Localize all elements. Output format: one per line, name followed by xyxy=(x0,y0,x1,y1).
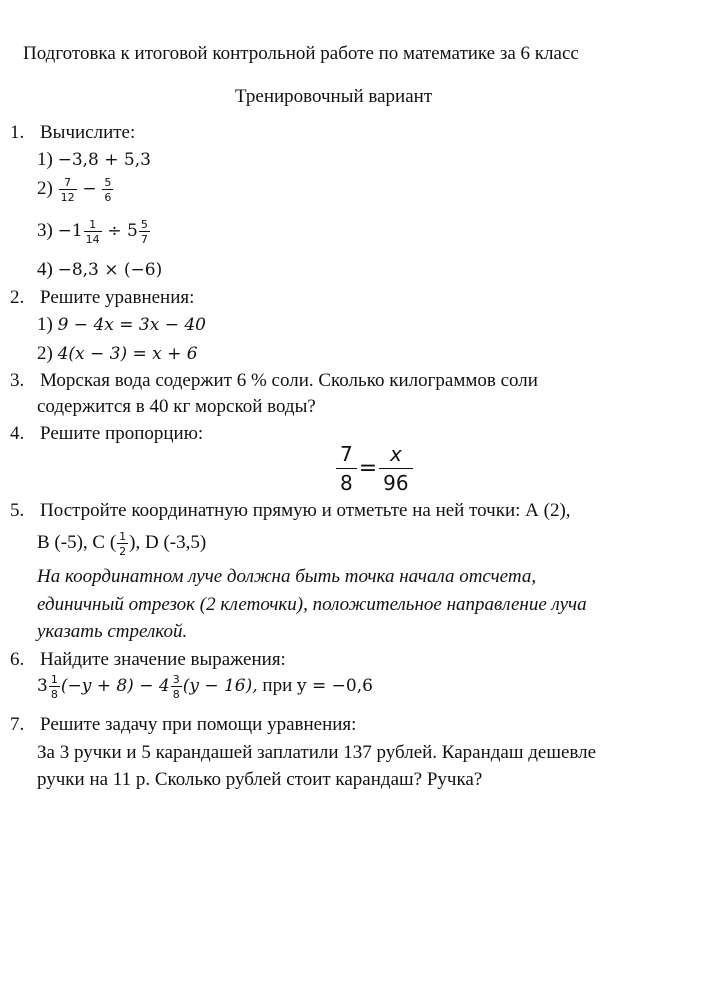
q6-expression: 3 $\frac{1}{8}$ (−y + 8) − 4 $\frac{3}{8}$ (y − 16), при y = −0,6 xyxy=(37,672,373,701)
q1-item-1 xyxy=(37,147,151,173)
fraction: $\frac{5}{7}$ xyxy=(140,217,148,246)
question-text: Найдите значение выражения: xyxy=(40,649,286,670)
variant-subtitle: Тренировочный вариант xyxy=(235,86,433,107)
item-label: 2) xyxy=(37,343,53,364)
question-3-cont: содержится в 40 кг морской воды? xyxy=(37,396,316,417)
question-1 xyxy=(10,120,135,146)
question-3 xyxy=(10,368,538,394)
question-text: Решите уравнения: xyxy=(40,287,195,308)
question-number: 1. xyxy=(10,122,25,143)
note-line-3: указать стрелкой. xyxy=(37,621,188,642)
fraction: $\frac{1}{2}$ xyxy=(119,529,127,558)
equation: 9 − 4x = 3x − 40 xyxy=(57,315,206,335)
math-operator: − xyxy=(82,179,97,199)
proportion xyxy=(336,444,413,493)
item-label: 2) xyxy=(37,178,53,199)
page-title: Подготовка к итоговой контрольной работе по математике за 6 класс xyxy=(23,43,579,64)
item-label: 4) xyxy=(37,259,53,280)
math-expression: −8,3 × (−6) xyxy=(57,260,163,280)
question-text: Постройте координатную прямую и отметьте на ней точки: А (2), xyxy=(40,500,571,521)
fraction: $\frac{1}{14}$ xyxy=(85,217,100,246)
fraction: $\frac{3}{8}$ xyxy=(172,672,180,701)
q1-item-2 xyxy=(37,176,114,203)
question-number: 3. xyxy=(10,370,25,391)
math-operator: ÷ 5 xyxy=(107,221,138,241)
question-number: 7. xyxy=(10,714,25,735)
mixed-whole: −1 xyxy=(57,221,83,241)
question-text: Вычислите: xyxy=(40,122,136,143)
question-number: 4. xyxy=(10,423,25,444)
question-5-points: В (-5), С ( $\frac{1}{2}$ ), D (-3,5) xyxy=(37,529,207,558)
question-6 xyxy=(10,647,286,673)
item-label: 1) xyxy=(37,314,53,335)
question-7-line-2: ручки на 11 р. Сколько рублей стоит карандаш? Ручка? xyxy=(37,769,483,790)
question-7 xyxy=(10,712,356,738)
q2-item-2 xyxy=(37,341,198,367)
fraction: $\frac{7}{8}$ xyxy=(336,444,357,493)
question-4 xyxy=(10,421,203,447)
equation: 4(x − 3) = x + 6 xyxy=(57,344,198,364)
fraction: $\frac{5}{6}$ xyxy=(104,175,112,204)
question-number: 5. xyxy=(10,500,25,521)
equals-sign: = xyxy=(358,456,378,481)
question-text: Решите задачу при помощи уравнения: xyxy=(40,714,357,735)
question-text: Решите пропорцию: xyxy=(40,423,204,444)
item-label: 3) xyxy=(37,220,53,241)
note-line-2: единичный отрезок (2 клеточки), положительное направление луча xyxy=(37,594,587,615)
q1-item-4 xyxy=(37,257,162,283)
math-expression: −3,8 + 5,3 xyxy=(57,150,151,170)
note-line-1: На координатном луче должна быть точка начала отсчета, xyxy=(37,566,537,587)
fraction: $\frac{1}{8}$ xyxy=(50,672,58,701)
question-number: 6. xyxy=(10,649,25,670)
question-2 xyxy=(10,285,194,311)
fraction: $\frac{7}{12}$ xyxy=(60,175,75,204)
q2-item-1 xyxy=(37,312,206,338)
fraction: $\frac{x}{96}$ xyxy=(379,444,412,493)
q1-item-3 xyxy=(37,218,151,245)
question-7-line-1: За 3 ручки и 5 карандашей заплатили 137 рублей. Карандаш дешевле xyxy=(37,742,597,763)
item-label: 1) xyxy=(37,149,53,170)
question-number: 2. xyxy=(10,287,25,308)
question-5 xyxy=(10,498,571,524)
question-text: Морская вода содержит 6 % соли. Сколько килограммов соли xyxy=(40,370,538,391)
